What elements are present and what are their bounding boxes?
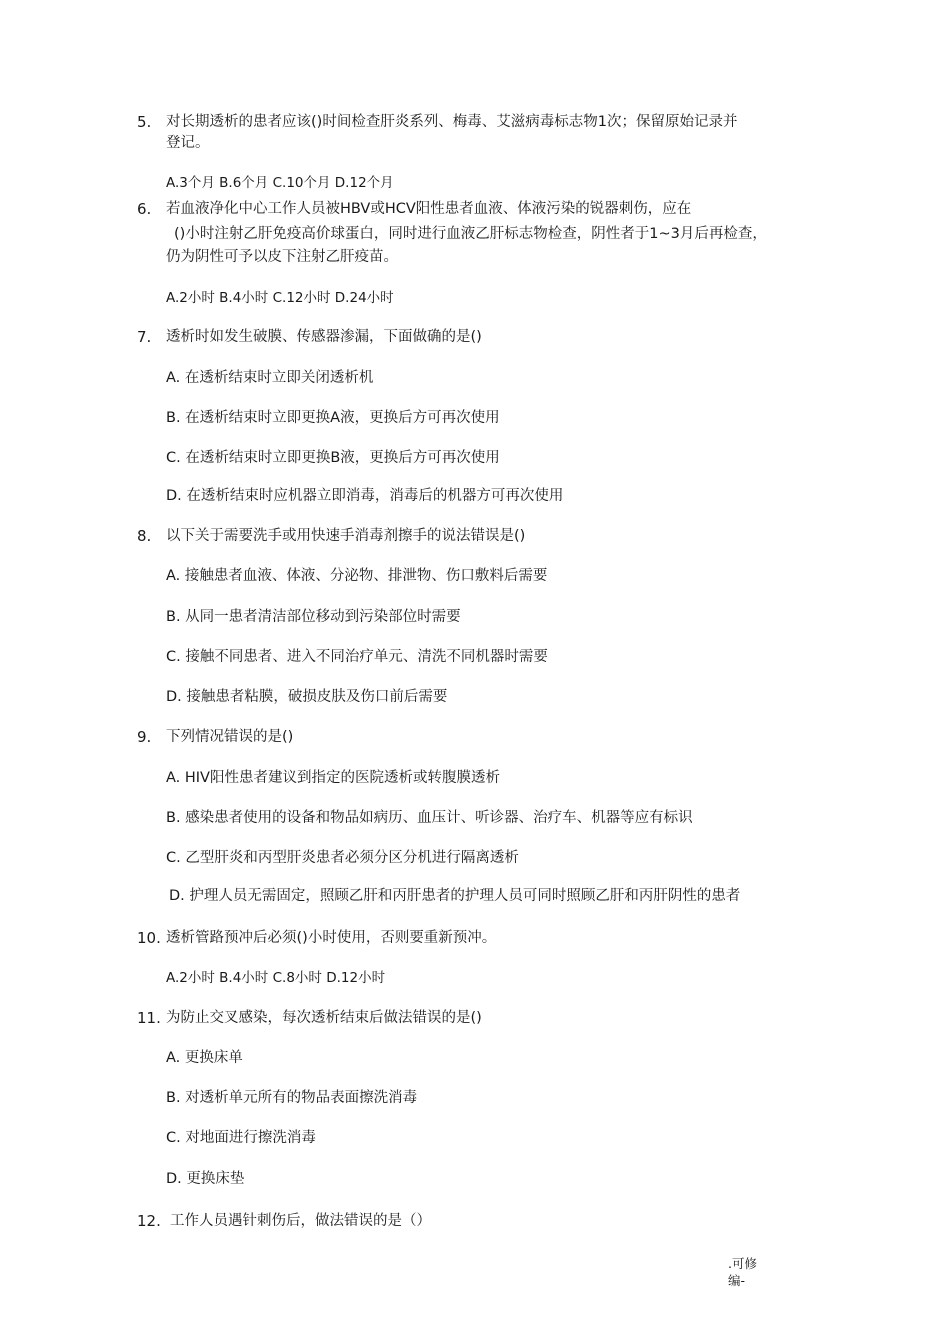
choice-c: C. 乙型肝炎和丙型肝炎患者必须分区分机进行隔离透析	[166, 850, 519, 866]
question-text: 为防止交叉感染，每次透析结束后做法错误的是()	[166, 1010, 482, 1026]
choice-d: D. 接触患者粘膜，破损皮肤及伤口前后需要	[166, 689, 448, 705]
question-number: 12.	[137, 1212, 161, 1230]
question-text: 若血液净化中心工作人员被HBV或HCV阳性患者血液、体液污染的锐器刺伤，应在	[166, 201, 692, 217]
question-number: 5.	[137, 113, 152, 131]
question-number: 6.	[137, 200, 152, 218]
choice-a: A. HIV阳性患者建议到指定的医院透析或转腹膜透析	[166, 770, 500, 786]
choice-a: A. 在透析结束时立即关闭透析机	[166, 370, 374, 386]
choice-a: A. 接触患者血液、体液、分泌物、排泄物、伤口敷料后需要	[166, 568, 548, 584]
choice-d: D. 护理人员无需固定，照顾乙肝和丙肝患者的护理人员可同时照顾乙肝和丙肝阴性的患者	[169, 888, 741, 904]
choice-c: C. 接触不同患者、进入不同治疗单元、清洗不同机器时需要	[166, 649, 548, 665]
question-text: 对长期透析的患者应该()时间检查肝炎系列、梅毒、艾滋病毒标志物1次；保留原始记录并	[166, 114, 738, 130]
question-number: 11.	[137, 1009, 161, 1027]
choice-d: D. 更换床垫	[166, 1171, 245, 1187]
question-text: 下列情况错误的是()	[166, 729, 294, 745]
choice-b: B. 对透析单元所有的物品表面擦洗消毒	[166, 1090, 418, 1106]
question-number: 10.	[137, 929, 161, 947]
question-number: 9.	[137, 728, 152, 746]
choice-c: C. 在透析结束时立即更换B液，更换后方可再次使用	[166, 450, 500, 466]
question-text: 仍为阴性可予以皮下注射乙肝疫苗。	[166, 249, 398, 265]
choice-c: C. 对地面进行擦洗消毒	[166, 1130, 316, 1146]
question-text: ()小时注射乙肝免疫高价球蛋白，同时进行血液乙肝标志物检查，阴性者于1~3月后再检查，	[174, 226, 767, 242]
choice-d: D. 在透析结束时应机器立即消毒，消毒后的机器方可再次使用	[166, 488, 564, 504]
question-text: 以下关于需要洗手或用快速手消毒剂擦手的说法错误是()	[166, 528, 526, 544]
question-text: 透析时如发生破膜、传感器渗漏，下面做确的是()	[166, 329, 482, 345]
question-number: 8.	[137, 527, 152, 545]
choice-b: B. 从同一患者清洁部位移动到污染部位时需要	[166, 609, 461, 625]
question-text: 工作人员遇针刺伤后，做法错误的是（）	[170, 1213, 431, 1229]
footer-line: .可修	[728, 1256, 757, 1271]
question-number: 7.	[137, 328, 152, 346]
question-text: 透析管路预冲后必须()小时使用，否则要重新预冲。	[166, 930, 497, 946]
answer-options: A.3个月 B.6个月 C.10个月 D.12个月	[166, 175, 394, 191]
question-text: 登记。	[166, 135, 210, 151]
footer-line: 编-	[728, 1273, 746, 1288]
choice-b: B. 感染患者使用的设备和物品如病历、血压计、听诊器、治疗车、机器等应有标识	[166, 810, 693, 826]
choice-b: B. 在透析结束时立即更换A液，更换后方可再次使用	[166, 410, 500, 426]
answer-options: A.2小时 B.4小时 C.8小时 D.12小时	[166, 970, 386, 986]
choice-a: A. 更换床单	[166, 1050, 243, 1066]
answer-options: A.2小时 B.4小时 C.12小时 D.24小时	[166, 290, 394, 306]
